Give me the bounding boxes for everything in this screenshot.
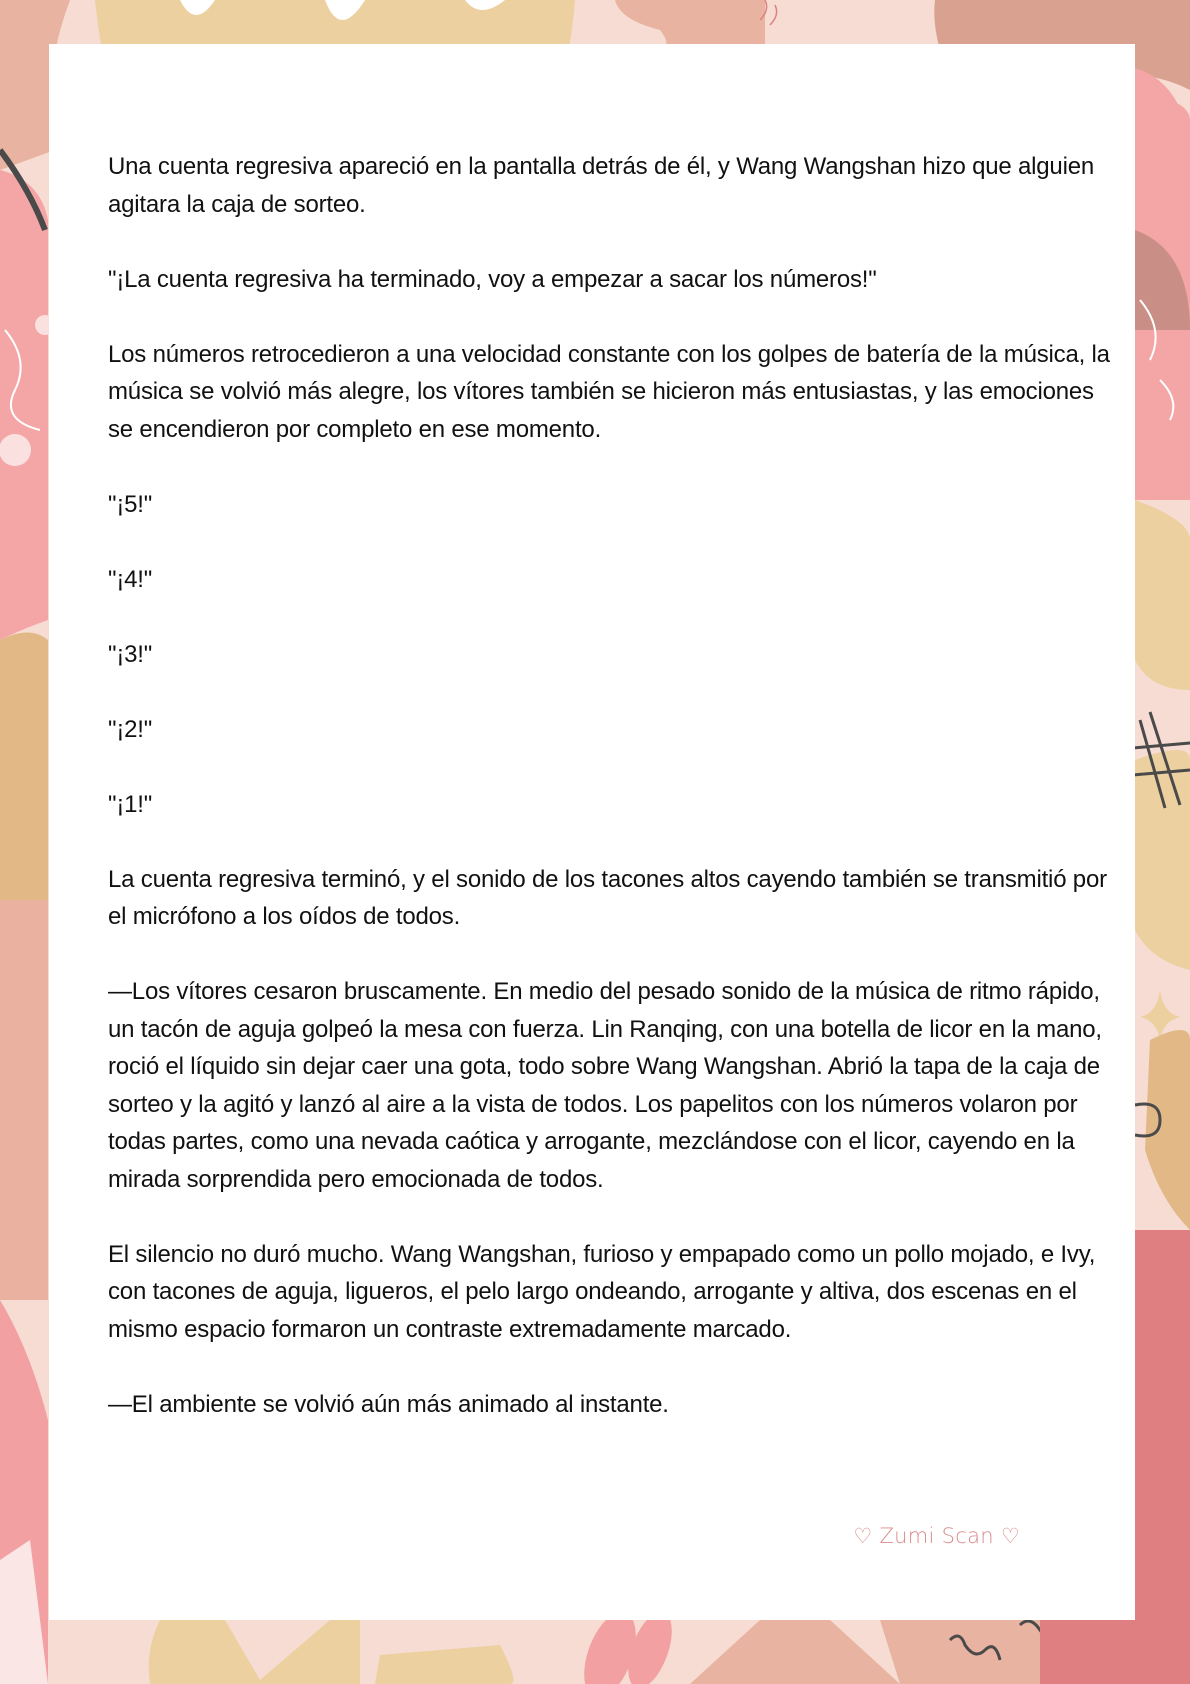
tan-blob-right (1145, 1030, 1190, 1230)
peach-blob-bottom (690, 1620, 900, 1684)
tan-blob-left (0, 633, 48, 901)
paragraph: "¡3!" (108, 640, 153, 668)
document-body (108, 148, 1118, 1461)
paragraph: —Los vítores cesaron bruscamente. En medio del pesado sonido de la música de ritmo rápido, un tacón de aguja golpeó la mesa con fuerza. Lin Ranqing, con una botella de licor en la mano, roció el líquido sin dejar caer una gota, todo sobre Wang Wangshan. Abrió la tapa de la caja de sorteo y la agitó y lanzó al aire a la vista de todos. Los papelitos con los números volaron por todas partes, como una nevada caótica y arrogante, mezclándose con el licor, cayendo en la mirada sorprendida pero emocionada de todos. (108, 978, 1102, 1193)
paragraph: La cuenta regresiva terminó, y el sonido de los tacones altos cayendo también se transmitió por el micrófono a los oídos de todos. (108, 865, 1107, 930)
page-panel (49, 44, 1135, 1620)
pink-blob-left (0, 170, 48, 640)
sand-blob-right (1135, 500, 1190, 690)
paragraph: "¡2!" (108, 715, 153, 743)
paragraph: "¡1!" (108, 790, 153, 818)
paragraph: Una cuenta regresiva apareció en la pantalla detrás de él, y Wang Wangshan hizo que alguien agitara la caja de sorteo. (108, 153, 1094, 218)
paragraph: "¡La cuenta regresiva ha terminado, voy a empezar a sacar los números!" (108, 265, 877, 293)
paragraph: —El ambiente se volvió aún más animado al instante. (108, 1390, 669, 1418)
paragraph: "¡5!" (108, 490, 153, 518)
scanlation-watermark: ♡ Zumi Scan ♡ (853, 1524, 1020, 1548)
paragraph: El silencio no duró mucho. Wang Wangshan, furioso y empapado como un pollo mojado, e Ivy, con tacones de aguja, ligueros, el pelo largo ondeando, arrogante y altiva, dos escenas en el mismo espacio formaron un contraste extremadamente marcado. (108, 1240, 1096, 1343)
paragraph: Los números retrocedieron a una velocidad constante con los golpes de batería de la música, la música se volvió más alegre, los vítores también se hicieron más entusiastas, y las emociones se encendieron por completo en ese momento. (108, 340, 1110, 443)
sand-blob-bottom (149, 1620, 360, 1684)
paragraph: "¡4!" (108, 565, 153, 593)
